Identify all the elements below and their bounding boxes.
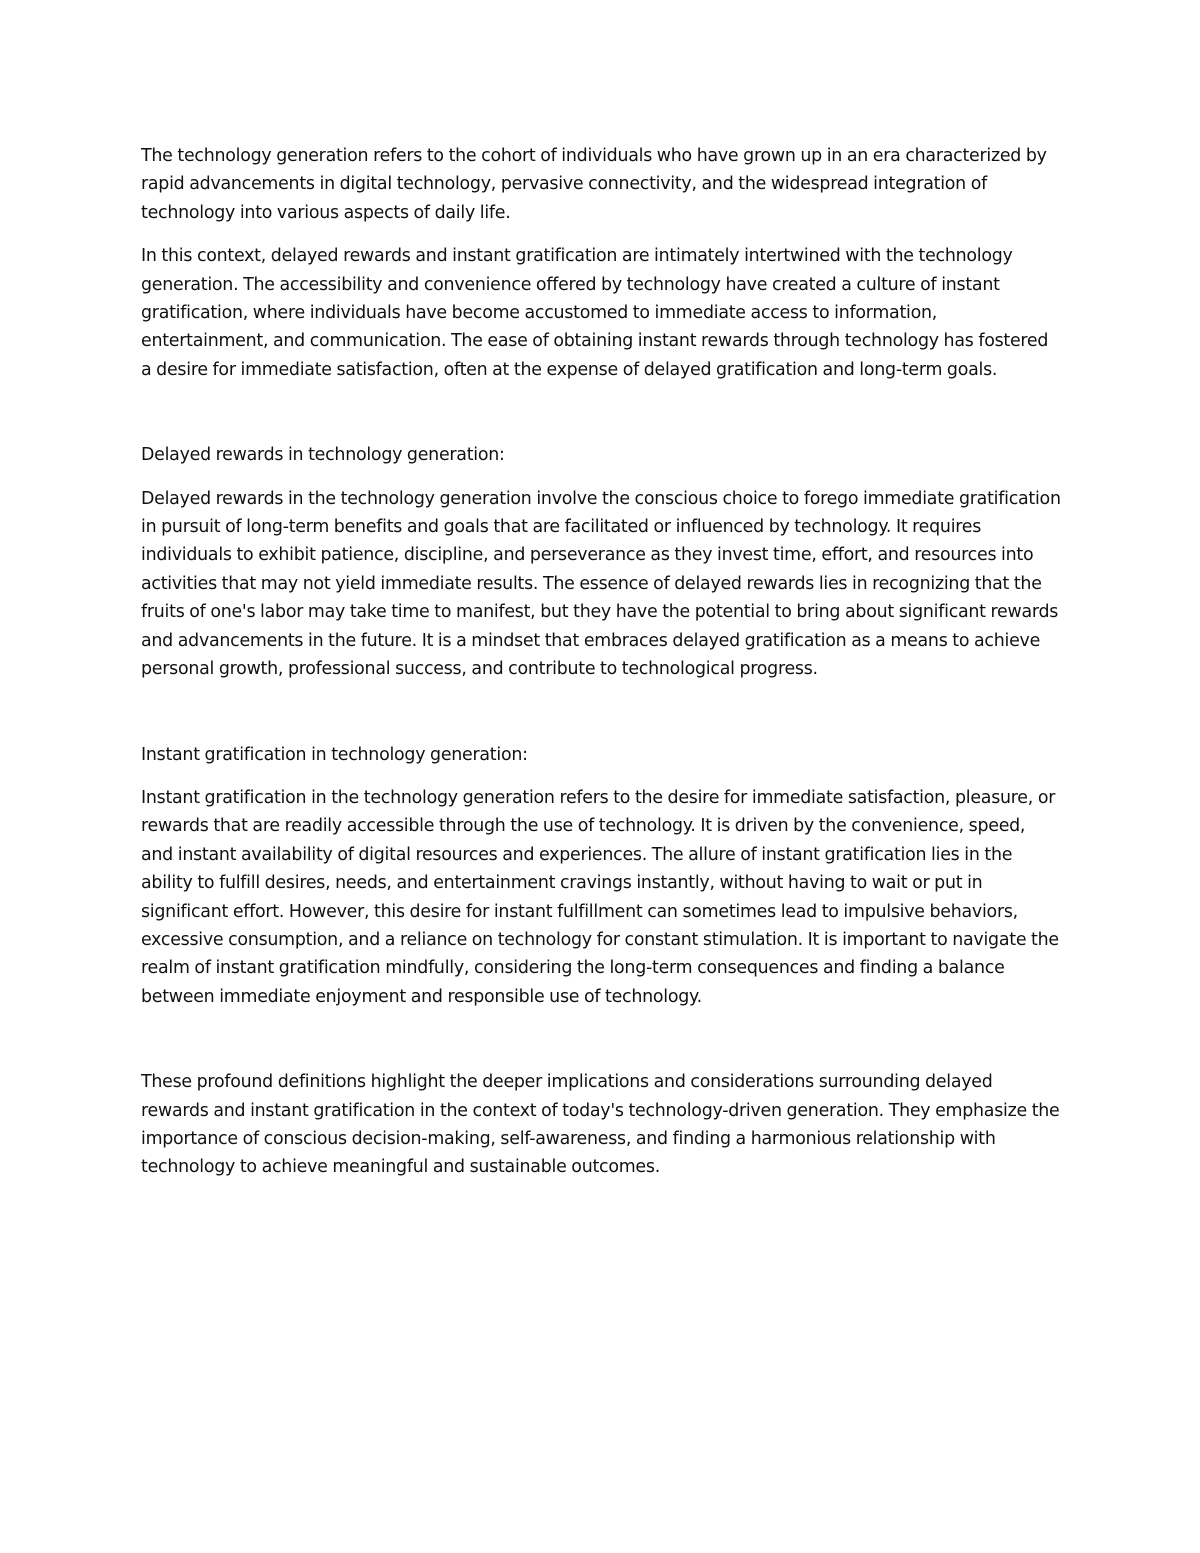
document-body: [141, 142, 1061, 1182]
context-paragraph: In this context, delayed rewards and instant gratification are intimately intertwined with the technology generation. The accessibility and convenience offered by technology have created a culture of instant gratification, where individuals have become accustomed to immediate access to information, entertainment, and communication. The ease of obtaining instant rewards through technology has fostered a desire for immediate satisfaction, often at the expense of delayed gratification and long-term goals.: [141, 246, 1049, 380]
paragraph-spacer: [141, 769, 1061, 784]
paragraph-spacer: [141, 470, 1061, 485]
section-spacer: [141, 684, 1061, 741]
instant-gratification-paragraph: Instant gratification in the technology generation refers to the desire for immediate satisfaction, pleasure, or rewards that are readily accessible through the use of technology. It is driven by the convenience, speed, and instant availability of digital resources and experiences. The allure of instant gratification lies in the ability to fulfill desires, needs, and entertainment cravings instantly, without having to wait or put in significant effort. However, this desire for instant fulfillment can sometimes lead to impulsive behaviors, excessive consumption, and a reliance on technology for constant stimulation. It is important to navigate the realm of instant gratification mindfully, considering the long-term consequences and finding a balance between immediate enjoyment and responsible use of technology.: [141, 787, 1059, 1007]
conclusion-paragraph: These profound definitions highlight the deeper implications and considerations surrounding delayed rewards and instant gratification in the context of today's technology-driven generation. They emphasize the importance of conscious decision-making, self-awareness, and finding a harmonious relationship with technology to achieve meaningful and sustainable outcomes.: [141, 1072, 1060, 1178]
intro-paragraph: The technology generation refers to the cohort of individuals who have grown up in an era characterized by rapid advancements in digital technology, pervasive connectivity, and the widespread integration of technology into various aspects of daily life.: [141, 146, 1047, 223]
section-spacer: [141, 1011, 1061, 1068]
instant-gratification-heading: Instant gratification in technology generation:: [141, 744, 528, 765]
paragraph-spacer: [141, 227, 1061, 242]
delayed-rewards-paragraph: Delayed rewards in the technology generation involve the conscious choice to forego immediate gratification in pursuit of long-term benefits and goals that are facilitated or influenced by technology. It requires individuals to exhibit patience, discipline, and perseverance as they invest time, effort, and resources into activities that may not yield immediate results. The essence of delayed rewards lies in recognizing that the fruits of one's labor may take time to manifest, but they have the potential to bring about significant rewards and advancements in the future. It is a mindset that embraces delayed gratification as a means to achieve personal growth, professional success, and contribute to technological progress.: [141, 488, 1061, 680]
delayed-rewards-heading: Delayed rewards in technology generation:: [141, 445, 505, 466]
section-spacer: [141, 384, 1061, 441]
